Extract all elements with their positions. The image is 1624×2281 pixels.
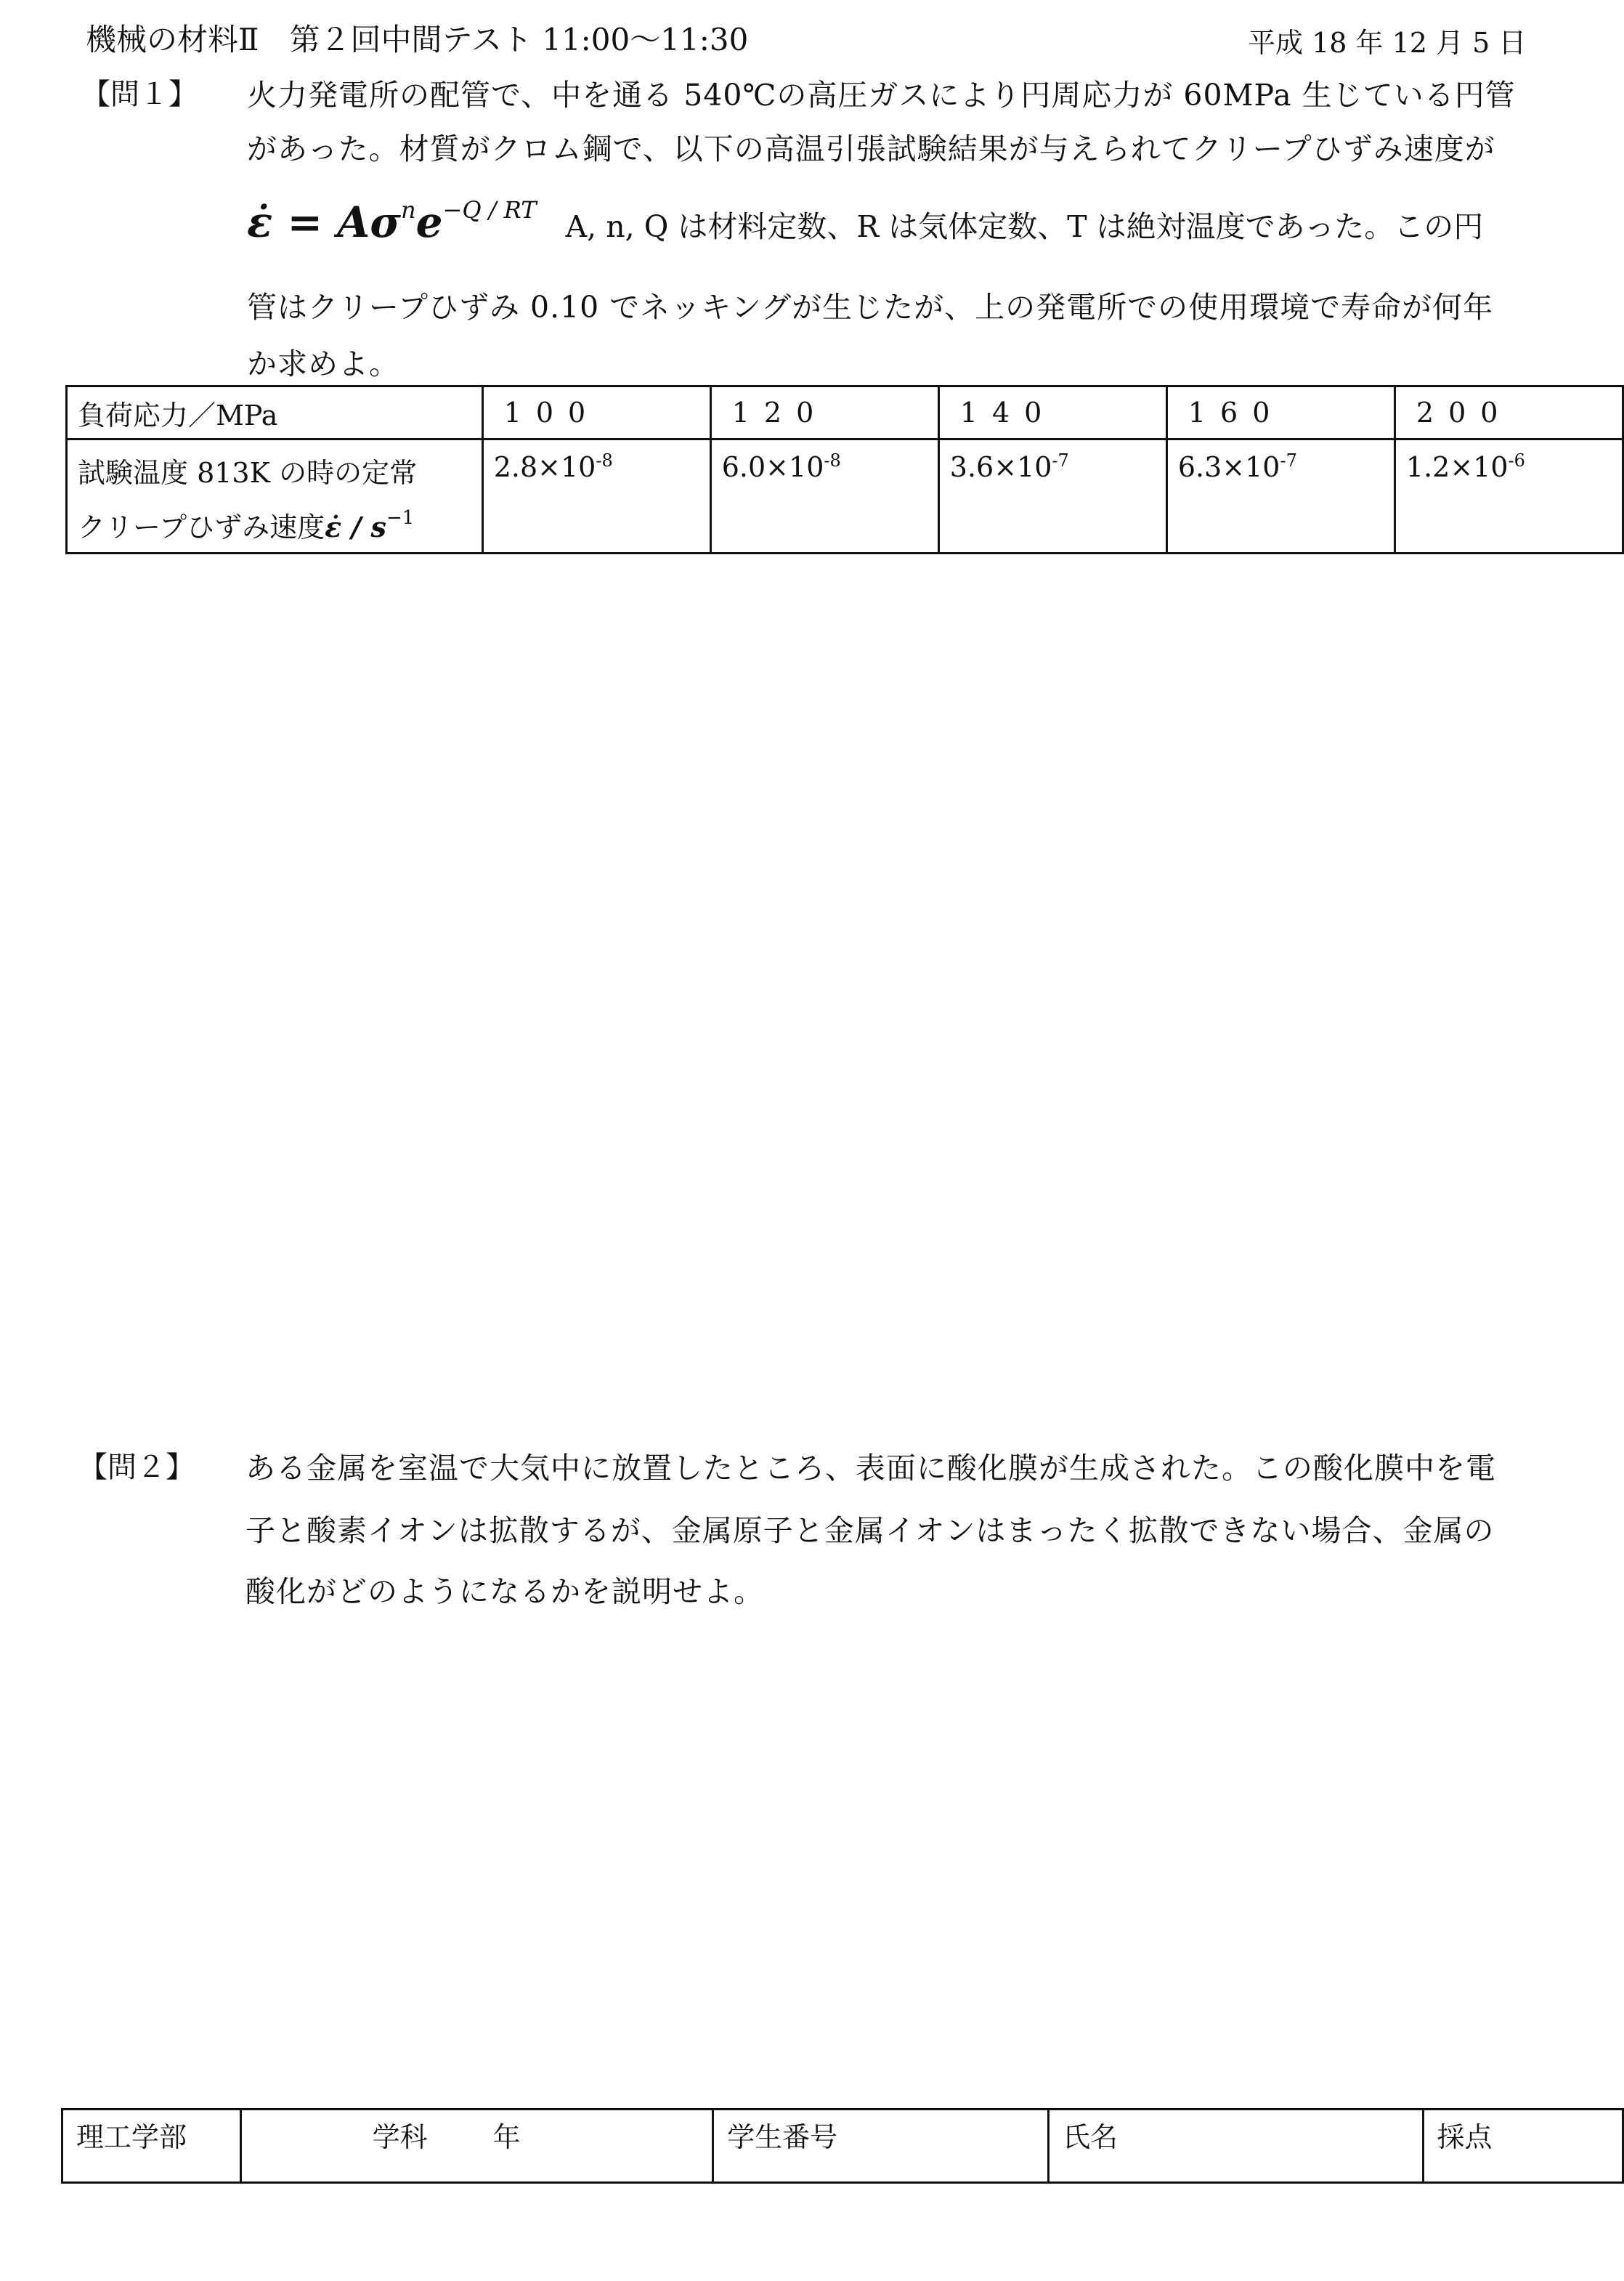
creep-rate-cell: $1.2\times 10^{-6}$: [1394, 439, 1623, 554]
creep-rate-cell: $3.6\times 10^{-7}$: [938, 439, 1166, 554]
creep-data-table: [65, 385, 1624, 554]
score-cell: 採点: [1423, 2110, 1623, 2183]
stress-cell: 140: [938, 386, 1166, 439]
stress-cell: 100: [482, 386, 710, 439]
creep-rate-formula: ε̇ = $A\sigma^ne^{-Q / RT}$: [247, 196, 537, 247]
question-1-formula-line: [247, 196, 1483, 247]
exam-title: 機械の材料Ⅱ 第２回中間テスト 11:00〜11:30: [86, 22, 749, 57]
question-2-text-line-1: ある金属を室温で大気中に放置したところ、表面に酸化膜が生成された。この酸化膜中を電: [245, 1451, 1496, 1486]
question-1-text-line-1: 火力発電所の配管で、中を通る 540℃の高圧ガスにより円周応力が 60MPa 生じている円管: [247, 78, 1516, 113]
creep-rate-cell: $6.0\times 10^{-8}$: [710, 439, 938, 554]
question-1-text-line-2: があった。材質がクロム鋼で、以下の高温引張試験結果が与えられてクリープひずみ速度が: [247, 131, 1495, 166]
faculty-cell: 理工学部: [62, 2110, 241, 2183]
creep-rate-cell: $6.3\times 10^{-7}$: [1166, 439, 1394, 554]
question-1-label: 【問１】: [81, 78, 198, 111]
creep-rate-row: [67, 439, 1623, 554]
exam-date: 平成 18 年 12 月 5 日: [1248, 27, 1527, 59]
stress-header-cell: 負荷応力／MPa: [67, 386, 483, 439]
question-2-label: 【問２】: [78, 1451, 195, 1484]
department-year-cell[interactable]: 学科 年: [240, 2110, 712, 2183]
question-2-text-line-2: 子と酸素イオンは拡散するが、金属原子と金属イオンはまったく拡散できない場合、金属の: [245, 1513, 1495, 1548]
creep-rate-cell: $2.8\times 10^{-8}$: [482, 439, 710, 554]
stress-row: [67, 386, 1623, 439]
stress-cell: 200: [1394, 386, 1623, 439]
student-number-cell[interactable]: 学生番号: [713, 2110, 1049, 2183]
question-1-text-line-5: か求めよ。: [247, 347, 399, 381]
name-cell[interactable]: 氏名: [1049, 2110, 1424, 2183]
question-1-text-line-4: 管はクリープひずみ 0.10 でネッキングが生じたが、上の発電所での使用環境で寿命が何年: [247, 290, 1494, 325]
stress-cell: 160: [1166, 386, 1394, 439]
formula-description: A, n, Q は材料定数、R は気体定数、T は絶対温度であった。この円: [565, 209, 1484, 244]
creep-rate-header-cell: [67, 439, 483, 554]
student-info-table: [61, 2108, 1624, 2184]
question-2-text-line-3: 酸化がどのようになるかを説明せよ。: [245, 1574, 764, 1609]
stress-cell: 120: [710, 386, 938, 439]
creep-rate-header-line-1: 試験温度 813K の時の定常: [78, 457, 418, 489]
creep-rate-header-line-2: クリープひずみ速度ε̇ / $s^{-1}$: [78, 507, 415, 543]
